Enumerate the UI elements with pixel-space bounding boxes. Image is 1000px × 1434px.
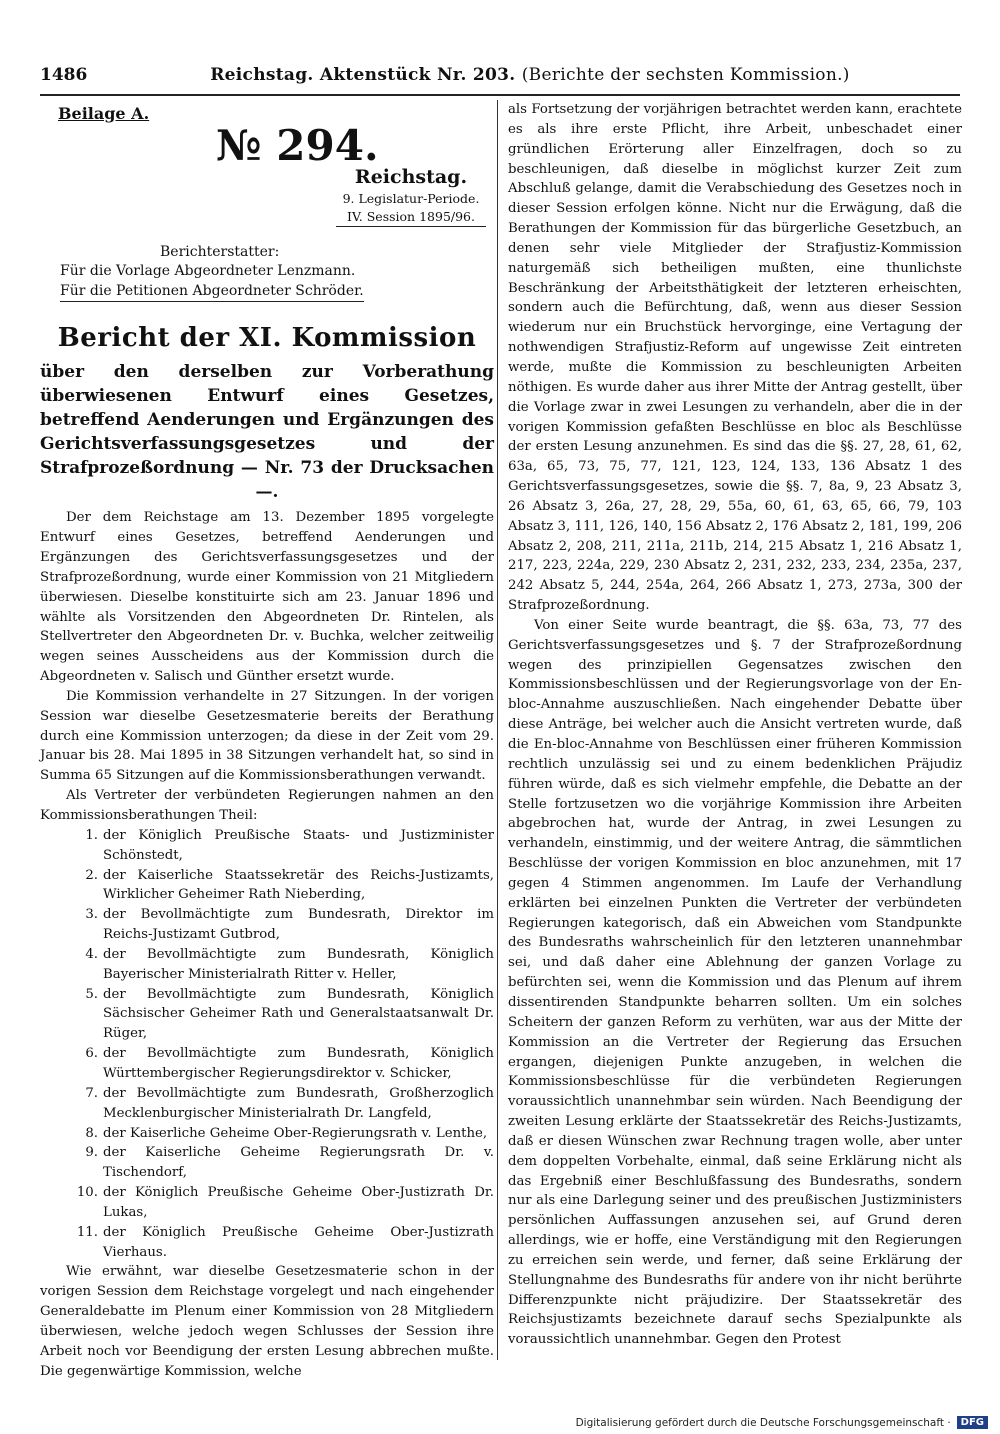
- list-item: [40, 1143, 494, 1183]
- item-number: 8.: [85, 1125, 98, 1141]
- page-number: 1486: [40, 65, 88, 85]
- item-text: der Kaiserliche Staatssekretär des Reichs-Justizamts, Wirklicher Geheimer Rath Nieberding,: [103, 867, 494, 903]
- list-item: [40, 1044, 494, 1084]
- list-item: [40, 945, 494, 985]
- item-number: 7.: [85, 1085, 98, 1101]
- item-text: der Kaiserliche Geheime Regierungsrath Dr. v. Tischendorf,: [103, 1145, 494, 1181]
- right-column: [508, 100, 962, 1350]
- item-number: 4.: [85, 946, 98, 962]
- list-item: [40, 1084, 494, 1124]
- rapporteur-petitions: Für die Petitionen Abgeordneter Schröder.: [60, 282, 364, 303]
- paragraph: Der dem Reichstage am 13. Dezember 1895 vorgelegte Entwurf eines Gesetzes, betreffend Aenderungen und Ergänzungen des Gerichtsverfassungsgesetzes und der Strafprozeßordnung, wurde einer Kommission von 21 Mitgliedern überwiesen. Dieselbe konstituirte sich am 23. Januar 1896 und wählte als Vorsitzenden den Abgeordneten Dr. Rintelen, als Stellvertreter den Abgeordneten Dr. v. Buchka, welcher zeitweilig wegen seines Ausscheidens aus der Kommission durch die Abgeordneten v. Salisch und Günther ersetzt wurde.: [40, 510, 494, 685]
- paragraph: Wie erwähnt, war dieselbe Gesetzesmaterie schon in der vorigen Session dem Reichstage vorgelegt und nach eingehender Generaldebatte im Plenum einer Kommission von 28 Mitgliedern überwiesen, welche jedoch wegen Schlusses der Session ihre Arbeit noch vor Beendigung der ersten Lesung abbrechen mußte. Die gegenwärtige Kommission, welche: [40, 1264, 494, 1379]
- item-text: der Königlich Preußische Staats- und Justizminister Schönstedt,: [103, 827, 494, 863]
- item-text: der Königlich Preußische Geheime Ober-Justizrath Dr. Lukas,: [103, 1185, 494, 1220]
- list-item: [40, 1124, 494, 1144]
- org-block: [336, 164, 486, 227]
- item-text: der Bevollmächtigte zum Bundesrath, Königlich Bayerischer Ministerialrath Ritter v. Heller,: [103, 946, 494, 982]
- paragraph: Die Kommission verhandelte in 27 Sitzungen. In der vorigen Session war dieselbe Gesetzesmaterie bereits der Berathung durch eine Kommission unterzogen; da diese in der Zeit vom 29. Januar bis 28. Mai 1895 in 38 Sitzungen verhandelt hat, so sind in Summa 65 Sitzungen auf die Kommissionsberathungen verwandt.: [40, 688, 494, 784]
- paragraph: als Fortsetzung der vorjährigen betrachtet werden kann, erachtete es als ihre erste Pflicht, ihre Arbeit, unbeschadet einer gründlichen Erörterung aller Einzelfragen, doch so zu beschleunigen, daß dieselbe in möglichst kurzer Zeit zum Abschluß gelange, damit die Verabschiedung des Gesetzes noch in dieser Session erfolgen könne. Nicht nur die Erwägung, daß die Berathungen der Kommission für das bürgerliche Gesetzbuch, an denen sehr viele Mitglieder der Strafjustiz-Kommission naturgemäß sich betheiligen mußten, eine thunlichste Beschränkung der Arbeitsthätigkeit der letzteren erheischten, sondern auch die Befürchtung, daß, wenn aus dieser Session wiederum nur ein Bruchstück hervorginge, eine Vertagung der nothwendigen Strafjustiz-Reform auf ungewisse Zeit eintreten werde, mußte die Kommission zu beschleunigten Arbeiten nöthigen. Es wurde daher aus ihrer Mitte der Antrag gestellt, über die Vorlage zwar in zwei Lesungen zu verhandeln, aber die in der vorigen Kommission gefaßten Beschlüsse en bloc als Beschlüsse der ersten Lesung anzunehmen. Es sind das die §§. 27, 28, 61, 62, 63a, 65, 73, 75, 77, 121, 123, 124, 133, 136 Absatz 1 des Gerichtsverfassungsgesetzes, sowie die §§. 7, 8a, 9, 23 Absatz 3, 26 Absatz 3, 26a, 27, 28, 29, 55a, 60, 61, 63, 65, 66, 79, 103 Absatz 3, 111, 126, 140, 156 Absatz 2, 176 Absatz 2, 181, 199, 206 Absatz 2, 208, 211, 211a, 211b, 214, 215 Absatz 1, 216 Absatz 1, 217, 223, 224a, 229, 230 Absatz 2, 231, 232, 233, 234, 235a, 237, 242 Absatz 5, 244, 254a, 264, 266 Absatz 1, 273, 273a, 300 der Strafprozeßordnung.: [508, 102, 962, 614]
- left-column: [40, 100, 494, 1381]
- paragraph: Als Vertreter der verbündeten Regierungen nahmen an den Kommissionsberathungen Theil:: [40, 788, 494, 823]
- page-header: [40, 58, 960, 92]
- item-text: der Bevollmächtigte zum Bundesrath, Königlich Sächsischer Geheimer Rath und Generalstaatsanwalt Dr. Rüger,: [103, 986, 494, 1042]
- item-number: 11.: [76, 1224, 98, 1240]
- item-text: der Bevollmächtigte zum Bundesrath, Großherzoglich Mecklenburgischer Ministerialrath Dr. Langfeld,: [103, 1085, 494, 1121]
- item-text: der Bevollmächtigte zum Bundesrath, Königlich Württembergischer Regierungsdirektor v. Schicker,: [103, 1046, 494, 1081]
- item-text: der Königlich Preußische Geheime Ober-Justizrath Vierhaus.: [103, 1224, 494, 1260]
- digitization-credit: [576, 1416, 988, 1429]
- beilage-label: Beilage A.: [58, 104, 150, 123]
- session-label: IV. Session 1895/96.: [336, 208, 486, 227]
- representatives-list: [40, 826, 494, 1263]
- item-text: der Bevollmächtigte zum Bundesrath, Direktor im Reichs-Justizamt Gutbrod,: [103, 907, 494, 943]
- paragraph: Von einer Seite wurde beantragt, die §§. 63a, 73, 77 des Gerichtsverfassungsgesetzes und §. 7 der Strafprozeßordnung wegen des prinzipiellen Gegensatzes zwischen den Kommissionsbeschlüssen und der Regierungsvorlage von der En-bloc-Annahme auszuschließen. Nach eingehender Debatte über diese Anträge, bei welcher auch die Ansicht vertreten wurde, daß die En-bloc-Annahme von Beschlüssen einer früheren Kommission rechtlich unzulässig sei und zu einem bedenklichen Präjudiz führen würde, daß es sich vielmehr empfehle, die Debatte an der Stelle fortzusetzen wo die vorjährige Kommission ihre Arbeiten abgebrochen hat, wurde der Antrag, in zwei Lesungen zu verhandeln, einstimmig, und der weitere Antrag, die sämmtlichen Beschlüsse der vorigen Kommission en bloc anzunehmen, mit 17 gegen 4 Stimmen angenommen. Im Laufe der Verhandlung erklärten bei einzelnen Punkten die Vertreter der verbündeten Regierungen kategorisch, daß ein Abweichen vom Standpunkte des Bundesraths wahrscheinlich für den letzteren unannehmbar sei, und daß daher eine Ablehnung der ganzen Vorlage zu befürchten sei, wenn die Kommission und das Plenum auf ihrem dissentirenden Standpunkte beharren sollten. Um ein solches Scheitern der ganzen Reform zu verhüten, war aus der Mitte der Kommission an die Vertreter der Regierung das Ersuchen ergangen, diejenigen Punkte anzugeben, in welchen die Kommissionsbeschlüsse für die verbündeten Regierungen voraussichtlich unannehmbar sein würden. Nach Beendigung der zweiten Lesung erklärte der Staatssekretär des Reichs-Justizamts, daß er diesen Wünschen zwar Rechnung tragen wolle, aber unter dem doppelten Vorbehalte, einmal, daß seine Erklärung nicht als das Ergebniß einer Beschlußfassung des Bundesraths, sondern nur als eine Darlegung seiner und des preußischen Justizministers persönlichen Auffassungen anzusehen sei, auf Grund deren allerdings, wie er hoffe, eine Verständigung mit den Regierungen zu erreichen sein werde, und ferner, daß seine Erklärung der Stellungnahme des Bundesraths für andere von ihr nicht berührte Differenzpunkte nicht präjudizire. Der Staatssekretär des Reichsjustizamts bezeichnete darauf sechs Spezialpunkte als voraussichtlich unannehmbar. Gegen den Protest: [508, 617, 962, 1348]
- list-item: [40, 1183, 494, 1223]
- document-number: № 294.: [216, 120, 379, 170]
- item-number: 6.: [85, 1046, 98, 1062]
- item-number: 2.: [85, 867, 98, 883]
- list-item: [40, 985, 494, 1045]
- list-item: [40, 866, 494, 906]
- item-number: 9.: [85, 1145, 98, 1161]
- item-number: 10.: [76, 1185, 98, 1201]
- list-item: [40, 826, 494, 866]
- running-title-main: Reichstag. Aktenstück Nr. 203.: [210, 65, 516, 85]
- org-name: Reichstag.: [354, 165, 468, 188]
- header-rule: [40, 94, 960, 96]
- item-number: 1.: [85, 827, 98, 843]
- report-title: Bericht der XI. Kommission: [57, 323, 477, 354]
- list-item: [40, 905, 494, 945]
- column-divider: [497, 100, 498, 1360]
- item-number: 3.: [85, 907, 98, 923]
- item-text: der Kaiserliche Geheime Ober-Regierungsrath v. Lenthe,: [103, 1125, 488, 1141]
- legislative-period: 9. Legislatur-Periode.: [342, 190, 480, 206]
- credit-text: Digitalisierung gefördert durch die Deutsche Forschungsgemeinschaft ·: [575, 1416, 951, 1429]
- running-title-sub: (Berichte der sechsten Kommission.): [521, 65, 850, 85]
- running-title: [100, 65, 960, 85]
- item-number: 5.: [85, 986, 98, 1002]
- rapporteurs: [60, 243, 494, 303]
- report-subtitle: über den derselben zur Vorberathung überwiesenen Entwurf eines Gesetzes, betreffend Aenderungen und Ergänzungen des Gerichtsverfassungsgesetzes und der Strafprozeßordnung — Nr. 73 der Drucksachen —.: [40, 362, 494, 503]
- rapporteur-bill: Für die Vorlage Abgeordneter Lenzmann.: [60, 263, 356, 280]
- dfg-logo: DFG: [957, 1416, 988, 1429]
- rapporteurs-heading: Berichterstatter:: [160, 243, 280, 260]
- list-item: [40, 1223, 494, 1263]
